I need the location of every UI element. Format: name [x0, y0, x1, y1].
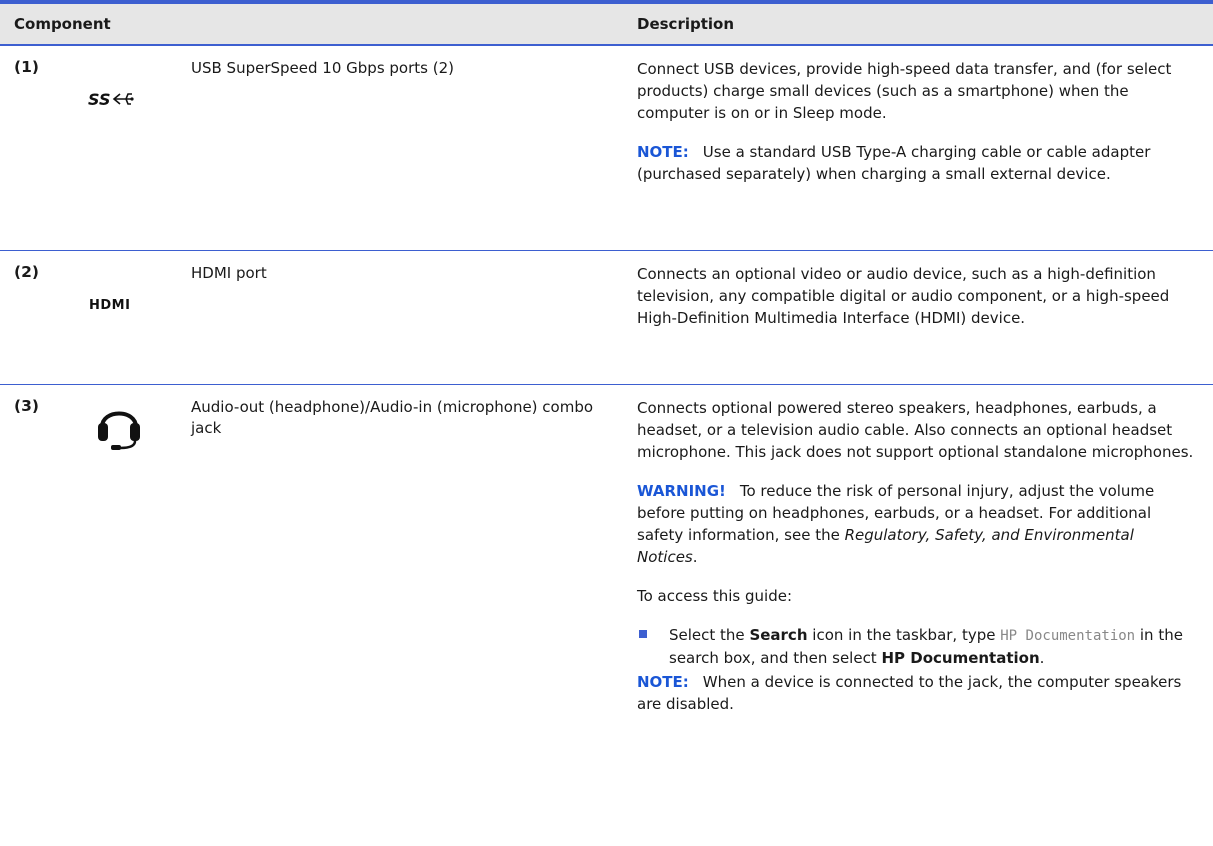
table-row	[0, 385, 1213, 835]
row-number: (1)	[14, 58, 39, 76]
step-end: .	[1039, 649, 1045, 667]
headset-icon	[96, 399, 142, 455]
note-label: NOTE:	[637, 143, 689, 161]
svg-text:HDMI: HDMI	[89, 298, 131, 312]
search-term: Search	[749, 626, 808, 644]
description-text: Connect USB devices, provide high-speed data transfer, and (for select products) charge small devices (such as a smartphone) when the computer is on or in Sleep mode.	[637, 60, 1172, 122]
component-description	[637, 397, 1197, 732]
component-description	[637, 58, 1197, 202]
component-name: Audio-out (headphone)/Audio-in (microphone) combo jack	[191, 398, 594, 437]
component-name: HDMI port	[191, 264, 267, 282]
list-item	[637, 624, 1197, 669]
note-text: Use a standard USB Type-A charging cable or cable adapter (purchased separately) when charging a small external device.	[637, 143, 1151, 183]
note-label: NOTE:	[637, 673, 689, 691]
table-row	[0, 46, 1213, 251]
component-description	[637, 263, 1197, 346]
usb-superspeed-icon	[88, 88, 136, 114]
bullet-icon	[639, 630, 647, 638]
description-text: Connects optional powered stereo speakers, headphones, earbuds, a headset, or a television audio cable. Also connects an optional headset microphone. This jack does not support optional standalone microphones.	[637, 399, 1194, 461]
row-number: (3)	[14, 397, 39, 415]
select-term: HP Documentation	[881, 649, 1040, 667]
header-description: Description	[637, 15, 735, 33]
access-text: To access this guide:	[637, 587, 793, 605]
svg-text:SS: SS	[88, 90, 111, 109]
warning-label: WARNING!	[637, 482, 726, 500]
warning	[637, 480, 1197, 568]
table-row	[0, 251, 1213, 385]
note	[637, 141, 1197, 185]
step-text: icon in the taskbar, type	[807, 626, 1001, 644]
description-text: Connects an optional video or audio device, such as a high-definition television, any compatible digital or audio component, or a high-speed High-Definition Multimedia Interface (HDMI) device.	[637, 265, 1170, 327]
component-name: USB SuperSpeed 10 Gbps ports (2)	[191, 59, 454, 77]
note-text: When a device is connected to the jack, the computer speakers are disabled.	[637, 673, 1182, 713]
table-header	[0, 4, 1213, 46]
hdmi-icon	[89, 296, 133, 316]
row-number: (2)	[14, 263, 39, 281]
document-title: Regulatory, Safety, and Environmental Notices	[637, 526, 1134, 566]
typed-text: HP Documentation	[1000, 628, 1136, 644]
warning-text: To reduce the risk of personal injury, adjust the volume before putting on headphones, earbuds, or a headset. For additional safety information, see the	[637, 482, 1155, 544]
step-text: Select the	[669, 626, 750, 644]
note	[637, 671, 1197, 715]
step-text: in the search box, and then select	[669, 626, 1183, 667]
header-component: Component	[14, 15, 111, 33]
warning-end: .	[692, 548, 698, 566]
